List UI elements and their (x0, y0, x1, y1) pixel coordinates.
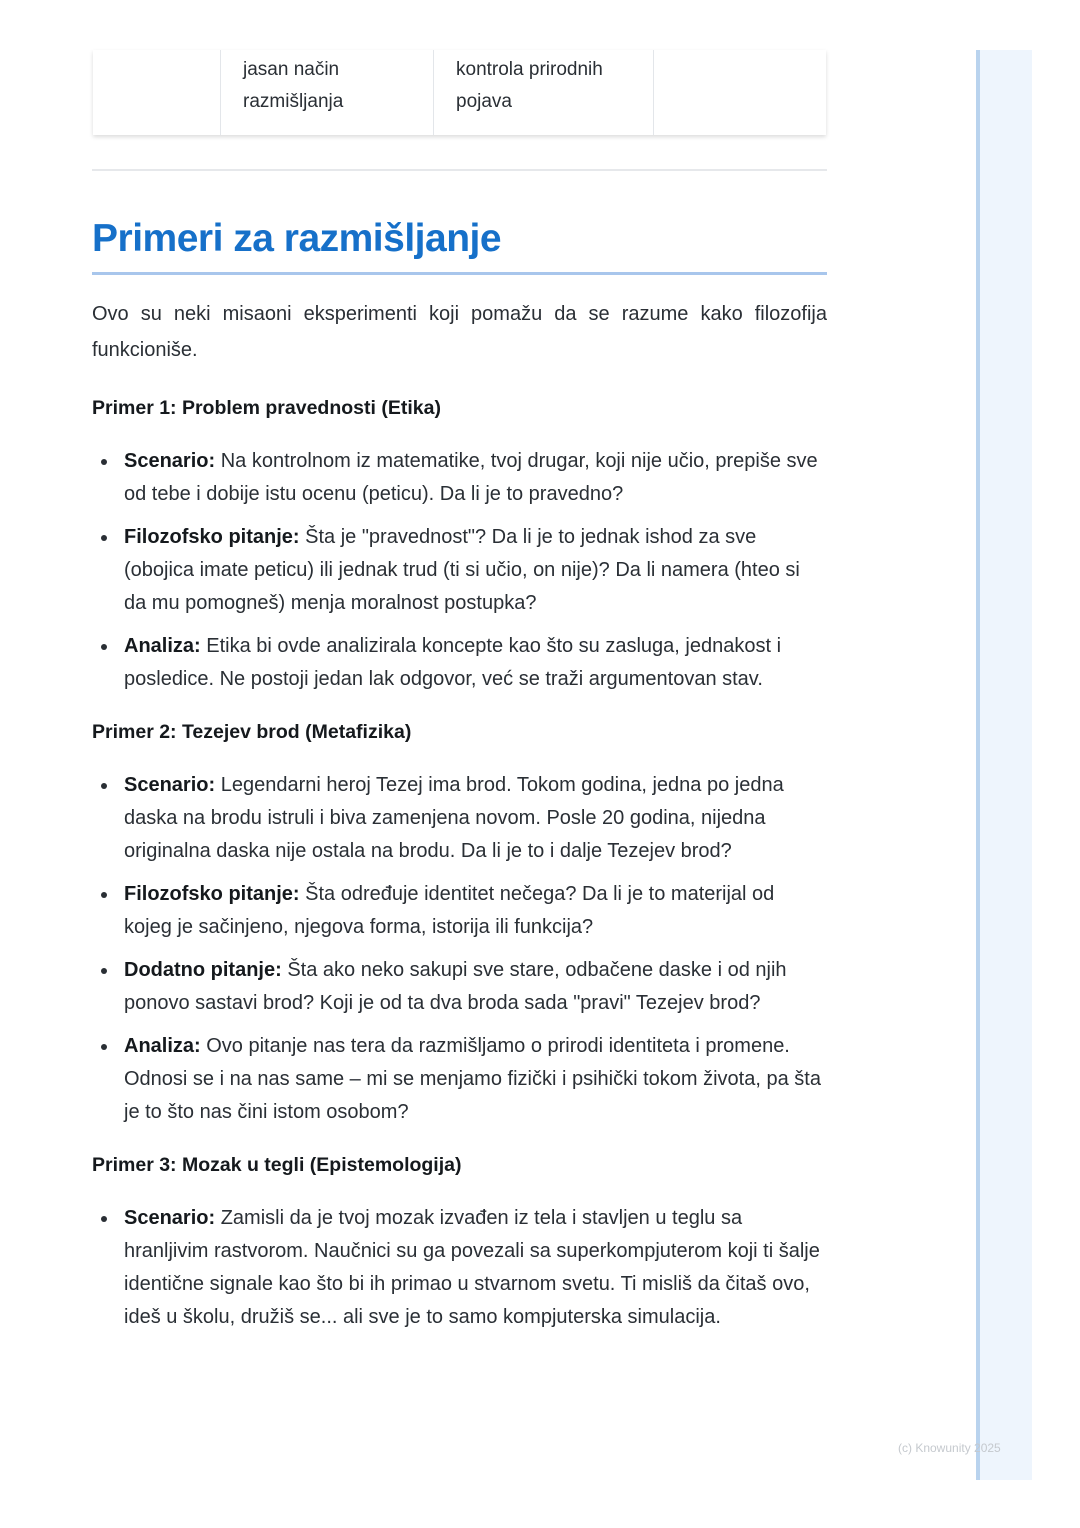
section-divider (92, 169, 827, 171)
example-heading: Primer 2: Tezejev brod (Metafizika) (92, 721, 412, 743)
table-cell (654, 50, 826, 135)
example-list (92, 445, 827, 696)
item-label: Dodatno pitanje: (124, 959, 282, 981)
list-item (92, 878, 827, 944)
item-label: Analiza: (124, 635, 201, 657)
watermark: (c) Knowunity 2025 (898, 1441, 1001, 1455)
example-list (92, 769, 827, 1129)
list-item (92, 769, 827, 868)
table-cell (93, 50, 221, 135)
item-text: Legendarni heroj Tezej ima brod. Tokom godina, jedna po jedna daska na brodu istruli i biva zamenjena novom. Posle 20 godina, nijedna originalna daska nije ostala na brodu. Da li je to i dalje Tezejev brod? (124, 774, 784, 862)
item-label: Filozofsko pitanje: (124, 883, 300, 905)
item-text: Na kontrolnom iz matematike, tvoj drugar, koji nije učio, prepiše sve od tebe i dobije istu ocenu (peticu). Da li je to pravedno? (124, 450, 818, 505)
item-label: Scenario: (124, 450, 216, 472)
item-label: Analiza: (124, 1035, 201, 1057)
list-item (92, 1030, 827, 1129)
section-heading: Primeri za razmišljanje (92, 212, 827, 275)
table-fragment (93, 50, 826, 135)
item-label: Filozofsko pitanje: (124, 526, 300, 548)
main-content (92, 212, 827, 1344)
example-list (92, 1202, 827, 1334)
item-label: Scenario: (124, 774, 216, 796)
item-text: Etika bi ovde analizirala koncepte kao što su zasluga, jednakost i posledice. Ne postoji jedan lak odgovor, već se traži argumentovan stav. (124, 635, 782, 690)
item-text: Šta ako neko sakupi sve stare, odbačene daske i od njih ponovo sastavi brod? Koji je od ta dva broda sada "pravi" Tezejev brod? (124, 959, 787, 1014)
intro-paragraph: Ovo su neki misaoni eksperimenti koji pomažu da se razume kako filozofija funkcioniše. (92, 303, 827, 361)
list-item (92, 954, 827, 1020)
item-text: Šta je "pravednost"? Da li je to jednak ishod za sve (obojica imate peticu) ili jednak trud (ti si učio, on nije)? Da li namera (hteo si da mu pomogneš) menja moralnost postupka? (124, 526, 800, 614)
list-item (92, 521, 827, 620)
list-item (92, 445, 827, 511)
list-item (92, 630, 827, 696)
item-text: Šta određuje identitet nečega? Da li je to materijal od kojeg je sačinjeno, njegova forma, istorija ili funkcija? (124, 883, 775, 938)
list-item (92, 1202, 827, 1334)
table-cell: kontrola prirodnih pojava (434, 50, 654, 135)
example-heading: Primer 3: Mozak u tegli (Epistemologija) (92, 1154, 462, 1176)
item-label: Scenario: (124, 1207, 216, 1229)
example-heading: Primer 1: Problem pravednosti (Etika) (92, 397, 441, 419)
item-text: Ovo pitanje nas tera da razmišljamo o prirodi identiteta i promene. Odnosi se i na nas same – mi se menjamo fizički i psihički tokom života, pa šta je to što nas čini istom osobom? (124, 1035, 821, 1123)
item-text: Zamisli da je tvoj mozak izvađen iz tela i stavljen u teglu sa hranljivim rastvorom. Naučnici su ga povezali sa superkompjuterom koji ti šalje identične signale kao što bi ih primao u stvarnom svetu. Ti misliš da čitaš ovo, ideš u školu, družiš se... ali sve je to samo kompjuterska simulacija. (124, 1207, 820, 1328)
table-cell: jasan način razmišljanja (221, 50, 434, 135)
side-panel (976, 50, 1032, 1480)
